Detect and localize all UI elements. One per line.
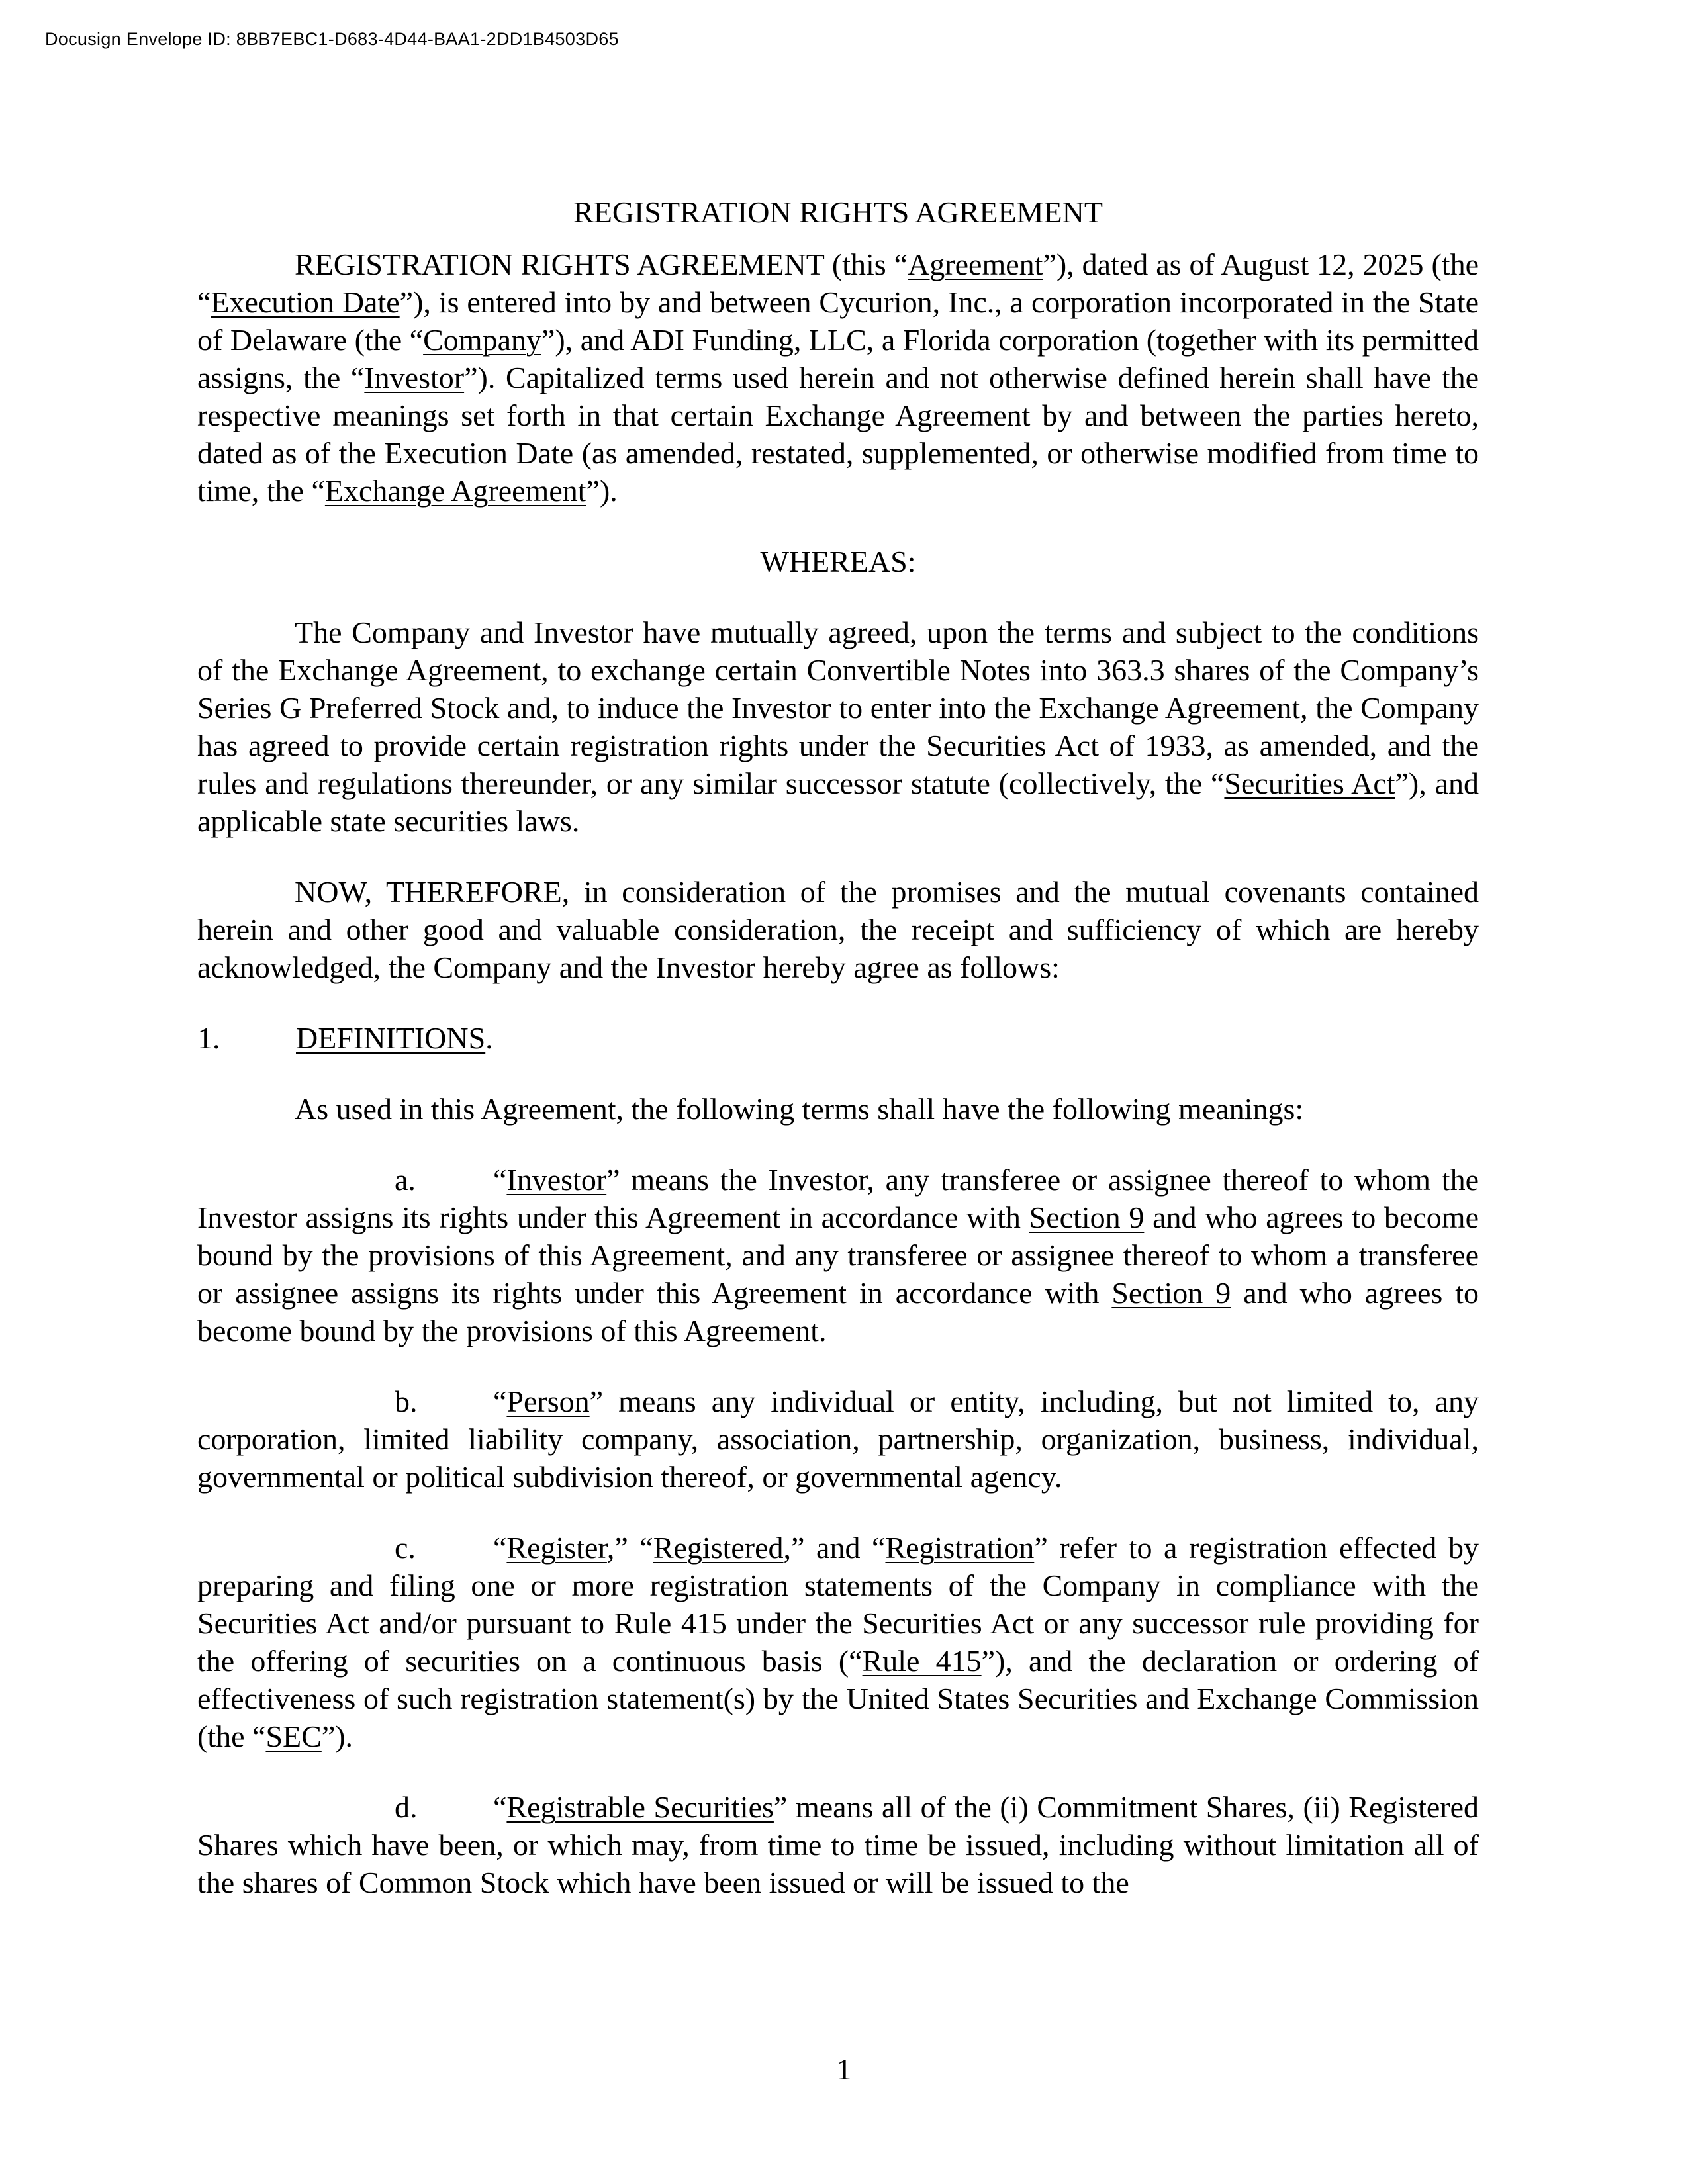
definition-c-register: c. “Register,” “Registered,” and “Registration” refer to a registration effected by preparing and filing one or more registration statements of the Company in compliance with the Securities Act and/or pursuant to Rule 415 under the Securities Act or any successor rule providing for the offering of securities on a continuous basis (“Rule 415”), and the declaration or ordering of effectiveness of such registration statement(s) by the United States Securities and Exchange Commission (the “SEC”).: [197, 1529, 1479, 1755]
definition-letter: c.: [395, 1531, 416, 1565]
document-title: REGISTRATION RIGHTS AGREEMENT: [573, 195, 1103, 229]
whereas-heading: WHEREAS:: [760, 545, 916, 578]
definition-b-person: b. “Person” means any individual or entity, including, but not limited to, any corporation, limited liability company, association, partnership, organization, business, individual, governmental or political subdivision thereof, or governmental agency.: [197, 1383, 1479, 1496]
section-title: DEFINITIONS: [296, 1021, 486, 1055]
defined-term-register: Register: [506, 1531, 607, 1565]
definition-letter: b.: [395, 1385, 418, 1418]
defined-term-exchange-agreement: Exchange Agreement: [324, 474, 586, 508]
definition-letter: a.: [395, 1163, 416, 1197]
defined-term-registered: Registered: [653, 1531, 784, 1565]
defined-term-execution-date: Execution Date: [211, 285, 400, 319]
document-page: [197, 193, 1479, 1934]
section-9-reference[interactable]: Section 9: [1111, 1276, 1231, 1310]
defined-term-securities-act: Securities Act: [1224, 766, 1395, 800]
docusign-envelope-id: Docusign Envelope ID: 8BB7EBC1-D683-4D44-BAA1-2DD1B4503D65: [45, 29, 619, 49]
definition-a-investor: a. “Investor” means the Investor, any transferee or assignee thereof to whom the Investor assigns its rights under this Agreement in accordance with Section 9 and who agrees to become bound by the provisions of this Agreement, and any transferee or assignee thereof to whom a transferee or assignee assigns its rights under this Agreement in accordance with Section 9 and who agrees to become bound by the provisions of this Agreement.: [197, 1161, 1479, 1349]
defined-term-investor: Investor: [364, 361, 465, 394]
whereas-paragraph: The Company and Investor have mutually agreed, upon the terms and subject to the conditions of the Exchange Agreement, to exchange certain Convertible Notes into 363.3 shares of the Company’s Series G Preferred Stock and, to induce the Investor to enter into the Exchange Agreement, the Company has agreed to provide certain registration rights under the Securities Act of 1933, as amended, and the rules and regulations thereunder, or any similar successor statute (collectively, the “Securities Act”), and applicable state securities laws.: [197, 615, 1479, 838]
now-therefore-paragraph: NOW, THEREFORE, in consideration of the promises and the mutual covenants contained herein and other good and valuable consideration, the receipt and sufficiency of which are hereby acknowledged, the Company and the Investor hereby agree as follows:: [197, 875, 1479, 984]
definition-d-registrable-securities: d. “Registrable Securities” means all of the (i) Commitment Shares, (ii) Registered Shares which have been, or which may, from time to time be issued, including without limitation all of the shares of Common Stock which have been issued or will be issued to the: [197, 1788, 1479, 1901]
defined-term-registrable-securities: Registrable Securities: [506, 1790, 774, 1824]
section-number: 1.: [197, 1021, 220, 1055]
definition-letter: d.: [395, 1790, 418, 1824]
defined-term-sec: SEC: [265, 1719, 322, 1753]
defined-term-person: Person: [506, 1385, 590, 1418]
definitions-intro: As used in this Agreement, the following terms shall have the following meanings:: [295, 1092, 1304, 1126]
defined-term-registration: Registration: [885, 1531, 1035, 1565]
page-number: 1: [836, 2052, 852, 2086]
section-9-reference[interactable]: Section 9: [1029, 1201, 1145, 1234]
defined-term-rule-415: Rule 415: [862, 1644, 982, 1678]
intro-paragraph: REGISTRATION RIGHTS AGREEMENT (this “Agreement”), dated as of August 12, 2025 (the “Execution Date”), is entered into by and between Cycurion, Inc., a corporation incorporated in the State of Delaware (the “Company”), and ADI Funding, LLC, a Florida corporation (together with its permitted assigns, the “Investor”). Capitalized terms used herein and not otherwise defined herein shall have the respective meanings set forth in that certain Exchange Agreement by and between the parties hereto, dated as of the Execution Date (as amended, restated, supplemented, or otherwise modified from time to time, the “Exchange Agreement”).: [197, 248, 1479, 508]
defined-term-agreement: Agreement: [908, 248, 1043, 281]
section-1-heading: 1. DEFINITIONS.: [197, 1019, 1479, 1057]
defined-term-investor-def: Investor: [506, 1163, 607, 1197]
defined-term-company: Company: [423, 323, 541, 357]
